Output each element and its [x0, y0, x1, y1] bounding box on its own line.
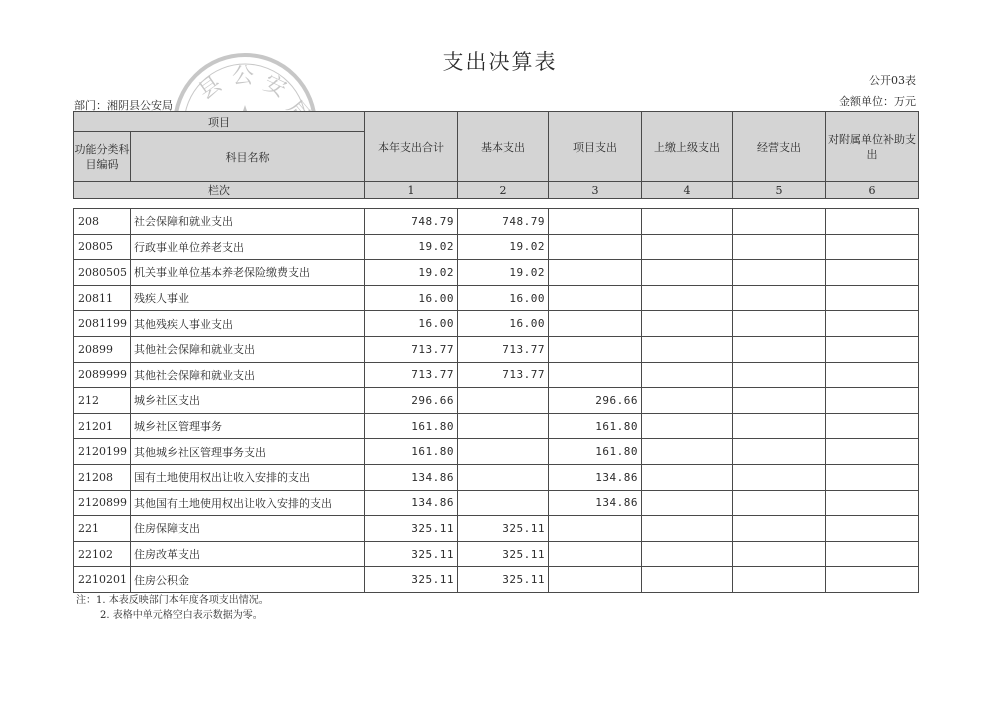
row-project: [549, 567, 642, 593]
row-business: [733, 567, 826, 593]
row-total: 161.80: [365, 413, 458, 439]
row-name: 机关事业单位基本养老保险缴费支出: [131, 260, 365, 286]
row-name: 其他社会保障和就业支出: [131, 336, 365, 362]
header-col-4: 上缴上级支出: [642, 112, 733, 182]
row-code: 22102: [74, 541, 131, 567]
header-col-6: 对附属单位补助支出: [826, 112, 919, 182]
row-basic: [458, 439, 549, 465]
row-name: 社会保障和就业支出: [131, 209, 365, 235]
row-business: [733, 234, 826, 260]
row-code: 2120899: [74, 490, 131, 516]
spacer-row: [74, 199, 919, 209]
row-subsidy: [826, 567, 919, 593]
row-subsidy: [826, 311, 919, 337]
row-code: 20811: [74, 285, 131, 311]
row-code: 221: [74, 516, 131, 542]
row-name: 城乡社区管理事务: [131, 413, 365, 439]
row-basic: 325.11: [458, 541, 549, 567]
row-project: [549, 516, 642, 542]
table-row: [74, 516, 919, 542]
row-project: 296.66: [549, 388, 642, 414]
row-total: 134.86: [365, 464, 458, 490]
row-upper: [642, 567, 733, 593]
table-row: [74, 490, 919, 516]
row-business: [733, 362, 826, 388]
table-row: [74, 209, 919, 235]
svg-text:公: 公: [232, 64, 255, 89]
row-business: [733, 541, 826, 567]
header-col-num: 6: [826, 182, 919, 199]
row-basic: [458, 490, 549, 516]
row-name: 其他社会保障和就业支出: [131, 362, 365, 388]
row-business: [733, 439, 826, 465]
row-project: [549, 260, 642, 286]
row-total: 325.11: [365, 516, 458, 542]
row-upper: [642, 311, 733, 337]
header-col-num: 5: [733, 182, 826, 199]
row-subsidy: [826, 362, 919, 388]
row-total: 748.79: [365, 209, 458, 235]
row-total: 16.00: [365, 311, 458, 337]
row-upper: [642, 234, 733, 260]
note-1: 注：1. 本表反映部门本年度各项支出情况。: [76, 595, 269, 606]
header-col-num: 2: [458, 182, 549, 199]
row-project: 161.80: [549, 439, 642, 465]
row-business: [733, 311, 826, 337]
row-business: [733, 490, 826, 516]
table-row: [74, 362, 919, 388]
row-business: [733, 413, 826, 439]
row-name: 城乡社区支出: [131, 388, 365, 414]
row-subsidy: [826, 464, 919, 490]
row-total: 161.80: [365, 439, 458, 465]
row-subsidy: [826, 260, 919, 286]
header-col-num: 4: [642, 182, 733, 199]
row-upper: [642, 388, 733, 414]
header-item: 项目: [74, 112, 365, 132]
row-subsidy: [826, 541, 919, 567]
row-subsidy: [826, 490, 919, 516]
table-row: [74, 285, 919, 311]
row-basic: 713.77: [458, 362, 549, 388]
row-total: 713.77: [365, 362, 458, 388]
row-subsidy: [826, 336, 919, 362]
expenditure-table: [73, 111, 919, 593]
row-project: 161.80: [549, 413, 642, 439]
row-name: 其他残疾人事业支出: [131, 311, 365, 337]
row-upper: [642, 516, 733, 542]
row-name: 其他国有土地使用权出让收入安排的支出: [131, 490, 365, 516]
table-row: [74, 311, 919, 337]
row-total: 325.11: [365, 541, 458, 567]
table-row: [74, 413, 919, 439]
table-row: [74, 464, 919, 490]
row-total: 713.77: [365, 336, 458, 362]
header-col-num: 1: [365, 182, 458, 199]
row-upper: [642, 490, 733, 516]
row-subsidy: [826, 439, 919, 465]
row-upper: [642, 209, 733, 235]
header-row-label: 栏次: [74, 182, 365, 199]
row-upper: [642, 464, 733, 490]
table-row: [74, 567, 919, 593]
header-func-code: 功能分类科目编码: [74, 132, 131, 182]
table-row: [74, 336, 919, 362]
row-name: 其他城乡社区管理事务支出: [131, 439, 365, 465]
row-project: [549, 285, 642, 311]
header-col-1: 本年支出合计: [365, 112, 458, 182]
row-upper: [642, 541, 733, 567]
department-label: 部门：湘阴县公安局: [74, 99, 173, 112]
row-code: 2081199: [74, 311, 131, 337]
row-name: 住房改革支出: [131, 541, 365, 567]
row-basic: 748.79: [458, 209, 549, 235]
row-basic: 16.00: [458, 311, 549, 337]
row-basic: [458, 388, 549, 414]
row-project: [549, 234, 642, 260]
row-basic: 713.77: [458, 336, 549, 362]
row-code: 2080505: [74, 260, 131, 286]
row-business: [733, 516, 826, 542]
header-col-5: 经营支出: [733, 112, 826, 182]
unit-label: 金额单位：万元: [839, 95, 916, 108]
row-upper: [642, 413, 733, 439]
note-2: 2. 表格中单元格空白表示数据为零。: [100, 610, 263, 621]
row-name: 国有土地使用权出让收入安排的支出: [131, 464, 365, 490]
row-project: [549, 311, 642, 337]
row-upper: [642, 336, 733, 362]
header-col-2: 基本支出: [458, 112, 549, 182]
row-total: 134.86: [365, 490, 458, 516]
row-project: [549, 336, 642, 362]
row-name: 住房保障支出: [131, 516, 365, 542]
row-total: 19.02: [365, 234, 458, 260]
table-row: [74, 541, 919, 567]
row-business: [733, 464, 826, 490]
row-subsidy: [826, 285, 919, 311]
row-name: 残疾人事业: [131, 285, 365, 311]
form-code: 公开03表: [869, 74, 916, 87]
row-subsidy: [826, 209, 919, 235]
row-basic: 19.02: [458, 234, 549, 260]
row-business: [733, 388, 826, 414]
row-project: [549, 362, 642, 388]
row-code: 208: [74, 209, 131, 235]
row-code: 21201: [74, 413, 131, 439]
row-project: [549, 209, 642, 235]
notes: [76, 593, 269, 623]
row-total: 325.11: [365, 567, 458, 593]
svg-text:县: 县: [194, 71, 227, 105]
table-row: [74, 234, 919, 260]
row-code: 20805: [74, 234, 131, 260]
document-title: 支出决算表: [442, 50, 558, 74]
row-code: 20899: [74, 336, 131, 362]
row-business: [733, 336, 826, 362]
row-basic: [458, 464, 549, 490]
row-subsidy: [826, 516, 919, 542]
row-code: 2210201: [74, 567, 131, 593]
row-name: 行政事业单位养老支出: [131, 234, 365, 260]
row-subsidy: [826, 388, 919, 414]
row-business: [733, 260, 826, 286]
svg-text:安: 安: [259, 70, 290, 103]
row-total: 16.00: [365, 285, 458, 311]
row-upper: [642, 362, 733, 388]
row-basic: [458, 413, 549, 439]
row-business: [733, 285, 826, 311]
table-row: [74, 439, 919, 465]
row-basic: 325.11: [458, 516, 549, 542]
table-row: [74, 388, 919, 414]
row-code: 212: [74, 388, 131, 414]
row-subsidy: [826, 413, 919, 439]
row-upper: [642, 285, 733, 311]
row-basic: 19.02: [458, 260, 549, 286]
row-project: 134.86: [549, 464, 642, 490]
row-code: 2120199: [74, 439, 131, 465]
row-basic: 325.11: [458, 567, 549, 593]
row-upper: [642, 260, 733, 286]
header-col-3: 项目支出: [549, 112, 642, 182]
row-business: [733, 209, 826, 235]
row-total: 19.02: [365, 260, 458, 286]
row-code: 21208: [74, 464, 131, 490]
row-name: 住房公积金: [131, 567, 365, 593]
row-total: 296.66: [365, 388, 458, 414]
row-upper: [642, 439, 733, 465]
row-project: [549, 541, 642, 567]
header-col-num: 3: [549, 182, 642, 199]
row-basic: 16.00: [458, 285, 549, 311]
row-code: 2089999: [74, 362, 131, 388]
row-subsidy: [826, 234, 919, 260]
header-subject-name: 科目名称: [131, 132, 365, 182]
row-project: 134.86: [549, 490, 642, 516]
table-row: [74, 260, 919, 286]
